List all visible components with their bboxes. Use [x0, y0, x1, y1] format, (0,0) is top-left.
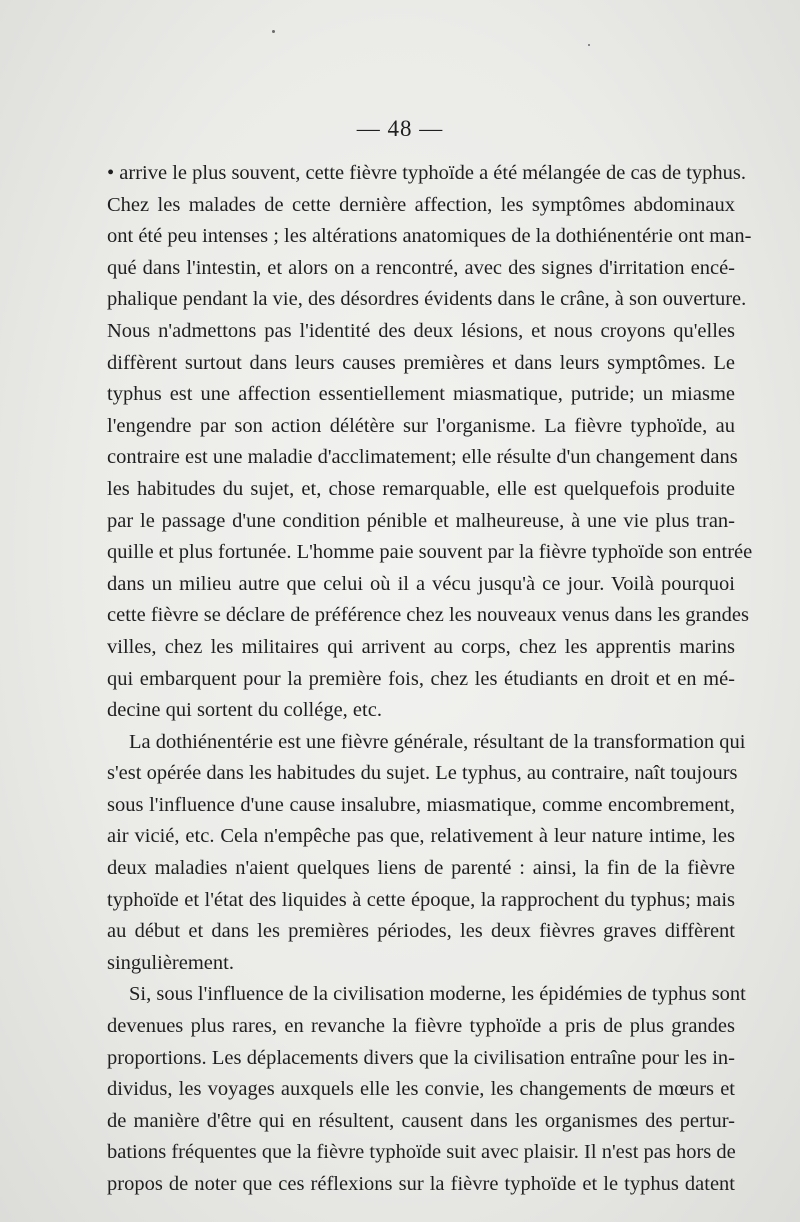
text-line: ont été peu intenses ; les altérations anatomiques de la dothiénentérie ont man-	[107, 225, 752, 248]
text-line: • arrive le plus souvent, cette fièvre typhoïde a été mélangée de cas de typhus.	[107, 162, 747, 184]
page-number: — 48 —	[356, 116, 444, 141]
text-line: air vicié, etc. Cela n'empêche pas que, relativement à leur nature intime, les	[107, 825, 735, 848]
paper-speck	[588, 44, 590, 46]
text-line: singulièrement.	[107, 951, 234, 974]
text-line: au début et dans les premières périodes, les deux fièvres graves diffèrent	[107, 920, 735, 943]
text-line: diffèrent surtout dans leurs causes premières et dans leurs symptômes. Le	[107, 351, 735, 374]
text-line: La dothiénentérie est une fièvre générale, résultant de la transformation qui	[129, 730, 746, 753]
text-line: typhus est une affection essentiellement miasmatique, putride; un miasme	[107, 383, 735, 406]
paragraph-3	[107, 979, 746, 1200]
text-line: villes, chez les militaires qui arrivent au corps, chez les apprentis marins	[107, 635, 735, 658]
page-body	[107, 158, 753, 1201]
text-line: dividus, les voyages auxquels elle les convie, les changements de mœurs et	[107, 1078, 735, 1101]
text-line: dans un milieu autre que celui où il a vécu jusqu'à ce jour. Voilà pourquoi	[107, 572, 735, 595]
text-line: qui embarquent pour la première fois, chez les étudiants en droit et en mé-	[107, 667, 735, 690]
paragraph-1	[107, 158, 753, 727]
text-line: devenues plus rares, en revanche la fièvre typhoïde a pris de plus grandes	[107, 1015, 735, 1038]
text-line: cette fièvre se déclare de préférence chez les nouveaux venus dans les grandes	[107, 604, 749, 627]
text-line: propos de noter que ces réflexions sur la fièvre typhoïde et le typhus datent	[107, 1173, 735, 1195]
text-line: quille et plus fortunée. L'homme paie souvent par la fièvre typhoïde son entrée	[107, 541, 753, 564]
text-line: Chez les malades de cette dernière affection, les symptômes abdominaux	[107, 193, 735, 216]
text-line: s'est opérée dans les habitudes du sujet. Le typhus, au contraire, naît toujours	[107, 762, 738, 785]
text-line: contraire est une maladie d'acclimatement; elle résulte d'un changement dans	[107, 446, 738, 469]
text-line: qué dans l'intestin, et alors on a rencontré, avec des signes d'irritation encé-	[107, 256, 735, 279]
text-line: typhoïde et l'état des liquides à cette époque, la rapprochent du typhus; mais	[107, 888, 735, 911]
text-line: par le passage d'une condition pénible et malheureuse, à une vie plus tran-	[107, 509, 735, 532]
paragraph-2	[107, 727, 746, 980]
text-line: l'engendre par son action délétère sur l'organisme. La fièvre typhoïde, au	[107, 414, 735, 437]
text-line: deux maladies n'aient quelques liens de parenté : ainsi, la fin de la fièvre	[107, 857, 735, 880]
text-line: de manière d'être qui en résultent, causent dans les organismes des pertur-	[107, 1109, 735, 1132]
text-line: decine qui sortent du collége, etc.	[107, 699, 382, 722]
text-line: proportions. Les déplacements divers que la civilisation entraîne pour les in-	[107, 1046, 735, 1069]
text-line: sous l'influence d'une cause insalubre, miasmatique, comme encombrement,	[107, 793, 735, 816]
text-line: les habitudes du sujet, et, chose remarquable, elle est quelquefois produite	[107, 477, 735, 500]
text-line: bations fréquentes que la fièvre typhoïde suit avec plaisir. Il n'est pas hors de	[107, 1141, 736, 1164]
text-line: Nous n'admettons pas l'identité des deux lésions, et nous croyons qu'elles	[107, 319, 735, 342]
text-line: Si, sous l'influence de la civilisation moderne, les épidémies de typhus sont	[129, 983, 746, 1006]
text-line: phalique pendant la vie, des désordres évidents dans le crâne, à son ouverture.	[107, 288, 747, 311]
paper-speck	[272, 30, 275, 33]
